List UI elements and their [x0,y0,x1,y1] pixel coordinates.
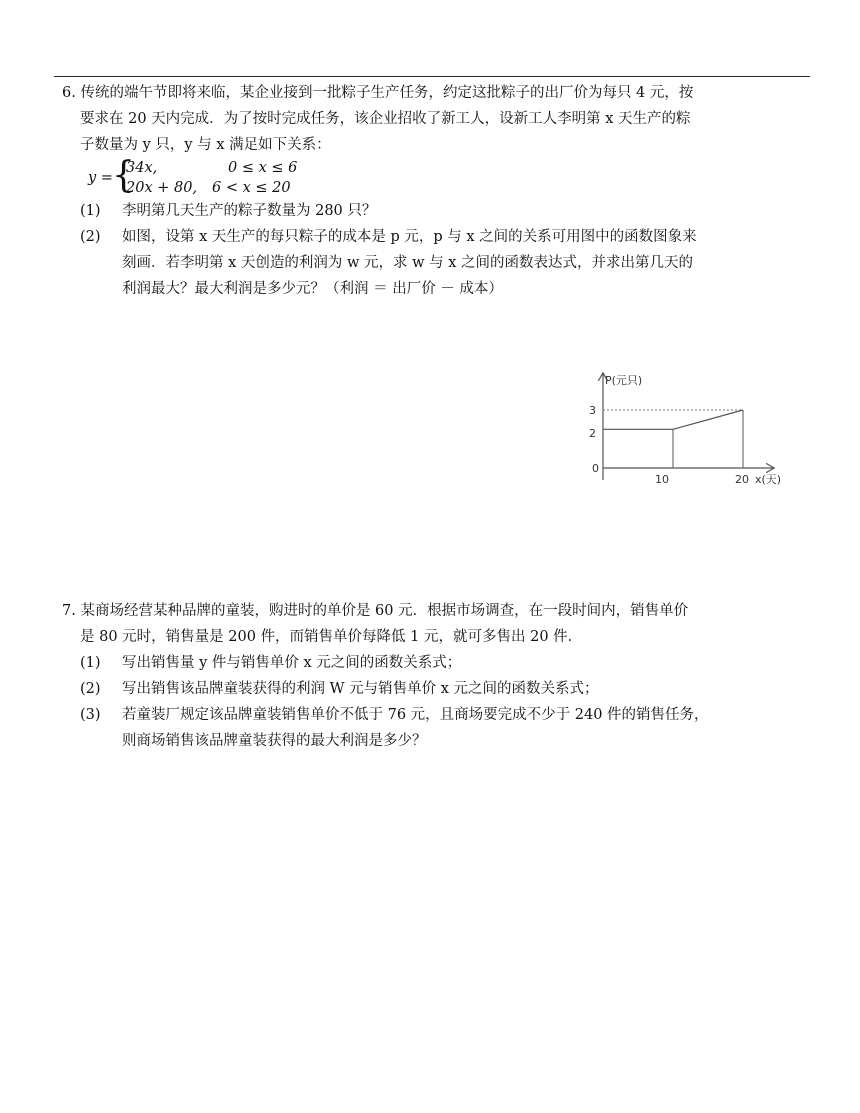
problem-7-line-2: 是 80 元时，销售量是 200 件，而销售单价每降低 1 元，就可多售出 20 件． [80,629,583,645]
series-segment-2 [673,410,743,429]
question-text: 如图，设第 x 天生产的每只粽子的成本是 p 元，p 与 x 之间的关系可用图中的函数图象来 [122,229,697,245]
function-lhs: y = [88,170,113,186]
question-number: (2) [80,229,101,245]
x-axis-label: x(天) [755,473,782,486]
problem-6-line-2: 要求在 20 天内完成．为了按时完成任务，该企业招收了新工人，设新工人李明第 x 天生产的粽 [80,111,691,127]
question-number: (1) [80,655,101,671]
origin-label: 0 [592,462,599,475]
question-text: 若童装厂规定该品牌童装销售单价不低于 76 元，且商场要完成不少于 240 件的销售任务， [122,707,709,723]
y-tick-label-3: 3 [589,404,596,417]
header-rule [54,76,810,77]
question-number: (2) [80,681,101,697]
piecewise-function [88,155,812,198]
problem-6 [62,80,812,302]
problem-7 [62,598,812,754]
question-text: 李明第几天生产的粽子数量为 280 只？ [122,203,377,219]
y-tick-label-2: 2 [589,427,596,440]
case-1-condition: 0 ≤ x ≤ 6 [228,160,298,176]
question-text: 写出销售该品牌童装获得的利润 W 元与销售单价 x 元之间的函数关系式； [122,681,599,697]
question-6-2 [62,224,812,250]
question-text: 写出销售量 y 件与销售单价 x 元之间的函数关系式； [122,655,462,671]
question-6-1 [62,198,812,224]
x-tick-label-10: 10 [655,473,669,486]
y-axis-label: P(元只) [605,374,643,387]
x-tick-label-20: 20 [735,473,749,486]
question-number: (1) [80,203,101,219]
question-7-3-line-2: 则商场销售该品牌童装获得的最大利润是多少？ [122,733,427,749]
brace-symbol: { [112,155,135,196]
chart-marks [603,410,743,468]
cost-graph [585,368,785,490]
problem-7-line-1: 7. 某商场经营某种品牌的童装，购进时的单价是 60 元．根据市场调查，在一段时间内，销售单价 [62,603,689,619]
case-2-condition: 6 < x ≤ 20 [212,180,291,196]
case-1-expression: 34x, [126,160,158,176]
question-7-1 [62,650,812,676]
question-6-2-line-3: 利润最大？最大利润是多少元？（利润 ＝ 出厂价 － 成本） [122,281,503,297]
question-7-2 [62,676,812,702]
problem-6-line-3: 子数量为 y 只，y 与 x 满足如下关系： [80,137,331,153]
case-2-expression: 20x + 80, [126,180,198,196]
problem-6-line-1: 6. 传统的端午节即将来临，某企业接到一批粽子生产任务，约定这批粽子的出厂价为每只 4 元，按 [62,85,694,101]
question-6-2-line-2: 刻画．若李明第 x 天创造的利润为 w 元，求 w 与 x 之间的函数表达式，并求出第几天的 [122,255,694,271]
question-number: (3) [80,707,101,723]
question-7-3 [62,702,812,728]
